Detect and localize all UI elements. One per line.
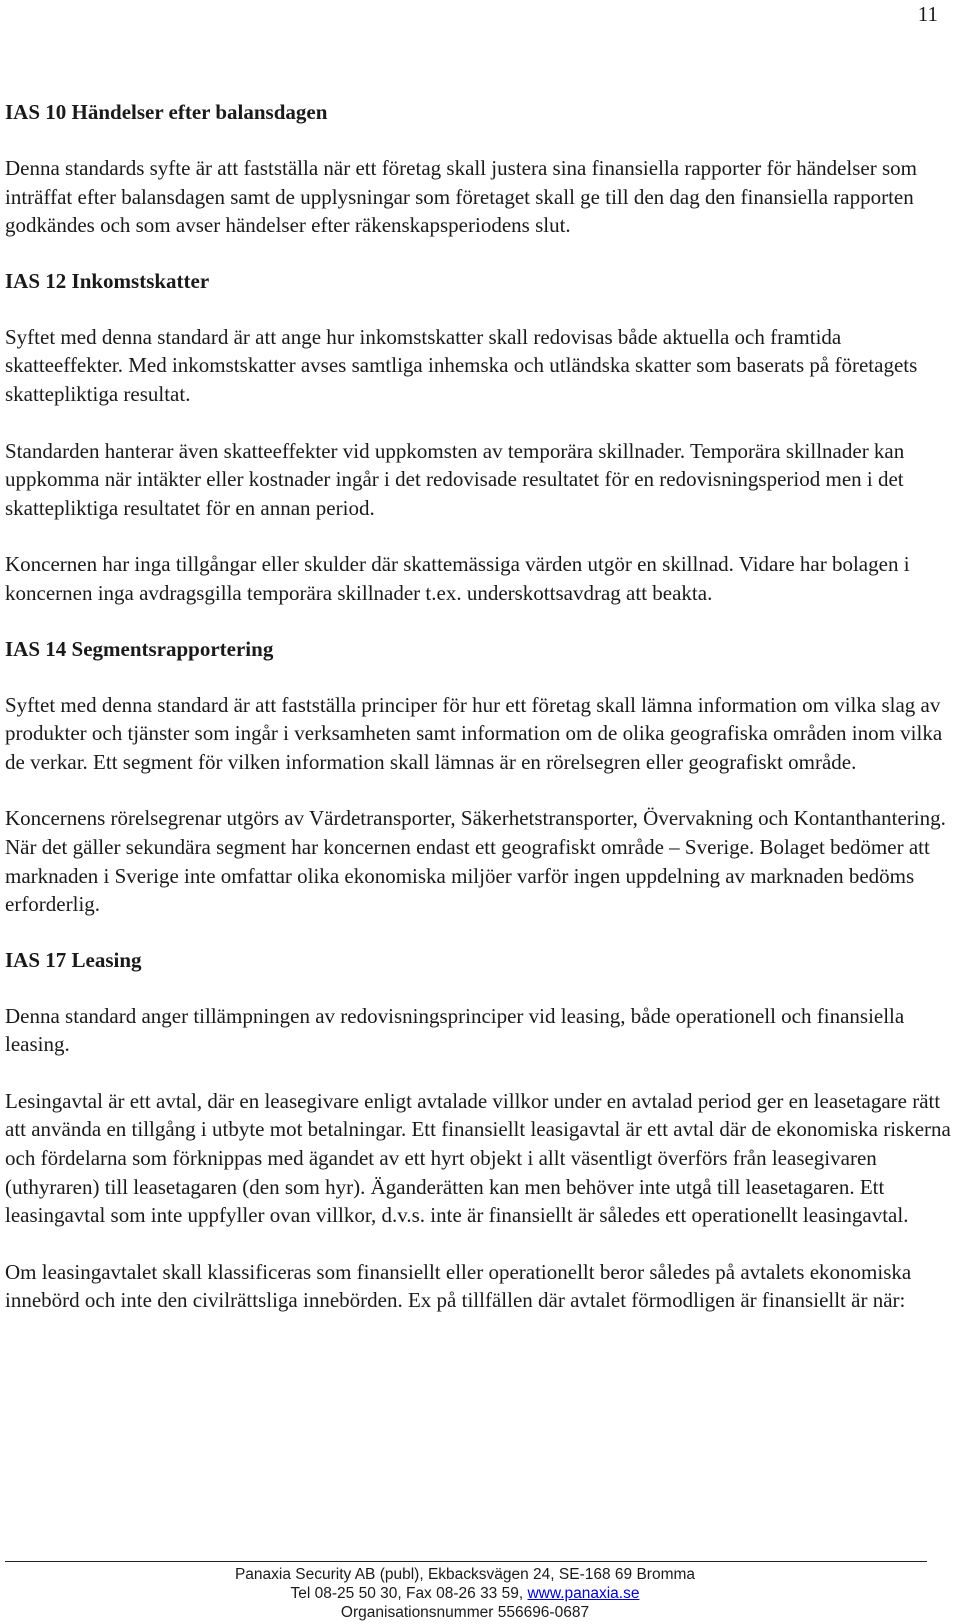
- section-heading: IAS 14 Segmentsrapportering: [5, 636, 274, 661]
- section-heading: IAS 10 Händelser efter balansdagen: [5, 100, 328, 124]
- section-heading: IAS 12 Inkomstskatter: [5, 268, 210, 293]
- paragraph: Om leasingavtalet skall klassificeras som finansiellt eller operationellt beror således på avtalets ekonomiska innebörd och inte den civilrättsliga innebörden. Ex på tillfällen där avtalet förmodligen är finansiellt är när:: [5, 1259, 912, 1313]
- footer-contact: [0, 1584, 930, 1603]
- document-body: [5, 98, 955, 1315]
- footer-phone-fax: Tel 08-25 50 30, Fax 08-26 33 59,: [290, 1585, 528, 1602]
- section-ias12: [5, 267, 955, 608]
- section-ias14: [5, 635, 955, 919]
- page-number: 11: [917, 2, 938, 26]
- paragraph: Koncernen har inga tillgångar eller skulder där skattemässiga värden utgör en skillnad. Vidare har bolagen i koncernen inga avdragsgilla temporära skillnader t.ex. underskottsavdrag att beakta.: [5, 552, 910, 605]
- section-ias10: [5, 98, 955, 240]
- paragraph: Lesingavtal är ett avtal, där en leasegivare enligt avtalade villkor under en avtalad period ger en leasetagare rätt att använda en tillgång i utbyte mot betalningar. Ett finansiellt leasigavtal är ett avtal där de ekonomiska riskerna och fördelarna som förknippas med ägandet av ett hyrt objekt i allt väsentligt överförs från leasegivaren (uthyraren) till leasetagaren (den som hyr). Äganderätten kan men behöver inte utgå till leasetagaren. Ett leasingavtal som inte uppfyller ovan villkor, d.v.s. inte är finansiellt är således ett operationellt leasingavtal.: [5, 1088, 951, 1228]
- footer-org-number: Organisationsnummer 556696-0687: [340, 1604, 590, 1621]
- footer-website-link[interactable]: www.panaxia.se: [527, 1585, 640, 1602]
- paragraph: Syftet med denna standard är att fastställa principer för hur ett företag skall lämna information om vilka slag av produkter och tjänster som ingår i verksamheten samt information om de olika geografiska områden inom vilka de verkar. Ett segment för vilken information skall lämnas är en rörelsegren eller geografiskt område.: [5, 692, 943, 774]
- paragraph: Standarden hanterar även skatteeffekter vid uppkomsten av temporära skillnader. Temporära skillnader kan uppkomma när intäkter eller kostnader ingår i det redovisade resultatet för en redovisningsperiod men i det skattepliktiga resultatet för en annan period.: [5, 438, 905, 520]
- paragraph: Denna standards syfte är att fastställa när ett företag skall justera sina finansiella rapporter för händelser som inträffat efter balansdagen samt de upplysningar som företaget skall ge till den dag den finansiella rapporten godkändes och som avser händelser efter räkenskapsperiodens slut.: [5, 156, 917, 238]
- footer-divider: [5, 1561, 927, 1562]
- paragraph: Koncernens rörelsegrenar utgörs av Värdetransporter, Säkerhetstransporter, Övervakning och Kontanthantering. När det gäller sekundära segment har koncernen endast ett geografiskt område – Sverige. Bolaget bedömer att marknaden i Sverige inte omfattar olika ekonomiska miljöer varför ingen uppdelning av marknaden bedöms erforderlig.: [5, 806, 946, 917]
- footer-address: Panaxia Security AB (publ), Ekbacksvägen 24, SE-168 69 Bromma: [234, 1566, 696, 1583]
- section-heading: IAS 17 Leasing: [5, 947, 142, 972]
- paragraph: Syftet med denna standard är att ange hur inkomstskatter skall redovisas både aktuella och framtida skatteeffekter. Med inkomstskatter avses samtliga inhemska och utländska skatter som baserats på företagets skattepliktiga resultat.: [5, 324, 918, 406]
- section-ias17: [5, 946, 955, 1315]
- paragraph: Denna standard anger tillämpningen av redovisningsprinciper vid leasing, både operationell och finansiella leasing.: [5, 1003, 905, 1057]
- page-footer: [0, 1565, 930, 1622]
